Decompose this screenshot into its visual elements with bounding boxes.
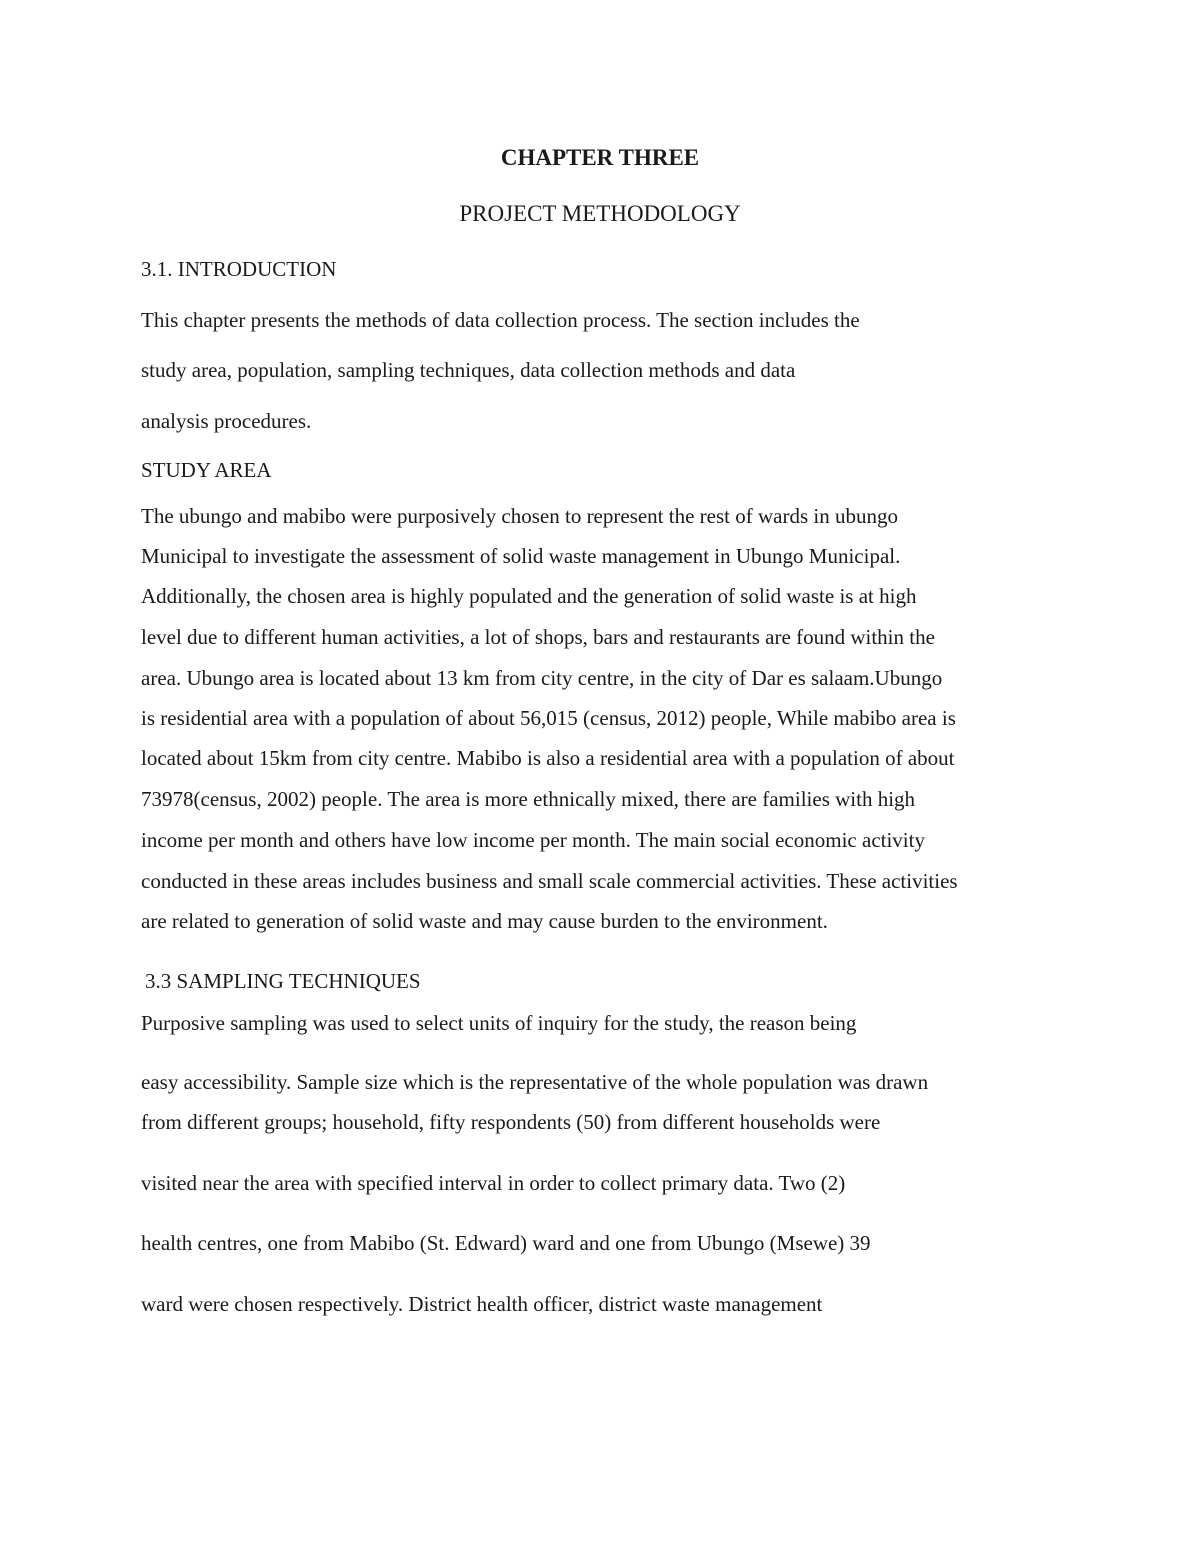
study-area-line: Additionally, the chosen area is highly populated and the generation of solid waste is at high <box>141 584 917 608</box>
sampling-line: Purposive sampling was used to select units of inquiry for the study, the reason being <box>141 1011 857 1035</box>
study-area-line: Municipal to investigate the assessment of solid waste management in Ubungo Municipal. <box>141 544 901 568</box>
intro-heading: 3.1. INTRODUCTION <box>141 257 337 281</box>
sampling-line: from different groups; household, fifty respondents (50) from different households were <box>141 1110 881 1134</box>
chapter-title: PROJECT METHODOLOGY <box>459 201 741 226</box>
intro-line: This chapter presents the methods of data collection process. The section includes the <box>141 308 860 332</box>
sampling-line: health centres, one from Mabibo (St. Edward) ward and one from Ubungo (Msewe) 39 <box>141 1231 871 1255</box>
study-area-line: 73978(census, 2002) people. The area is more ethnically mixed, there are families with high <box>141 787 916 811</box>
study-area-line: conducted in these areas includes business and small scale commercial activities. These activities <box>141 869 958 893</box>
study-area-line: income per month and others have low income per month. The main social economic activity <box>141 828 925 852</box>
study-area-line: The ubungo and mabibo were purposively chosen to represent the rest of wards in ubungo <box>141 504 898 528</box>
study-area-line: area. Ubungo area is located about 13 km from city centre, in the city of Dar es salaam.Ubungo <box>141 666 943 690</box>
chapter-heading: CHAPTER THREE <box>500 145 700 170</box>
intro-line: analysis procedures. <box>141 409 312 433</box>
study-area-heading: STUDY AREA <box>141 458 272 482</box>
study-area-line: level due to different human activities, a lot of shops, bars and restaurants are found within the <box>141 625 935 649</box>
sampling-line: easy accessibility. Sample size which is the representative of the whole population was drawn <box>141 1070 929 1094</box>
sampling-line: ward were chosen respectively. District health officer, district waste management <box>141 1292 823 1316</box>
study-area-line: are related to generation of solid waste and may cause burden to the environment. <box>141 909 828 933</box>
study-area-line: is residential area with a population of about 56,015 (census, 2012) people, While mabibo area is <box>141 706 956 730</box>
study-area-line: located about 15km from city centre. Mabibo is also a residential area with a population of about <box>141 746 955 770</box>
sampling-heading: 3.3 SAMPLING TECHNIQUES <box>145 969 421 993</box>
sampling-line: visited near the area with specified interval in order to collect primary data. Two (2) <box>141 1171 846 1195</box>
intro-line: study area, population, sampling techniques, data collection methods and data <box>141 358 796 382</box>
